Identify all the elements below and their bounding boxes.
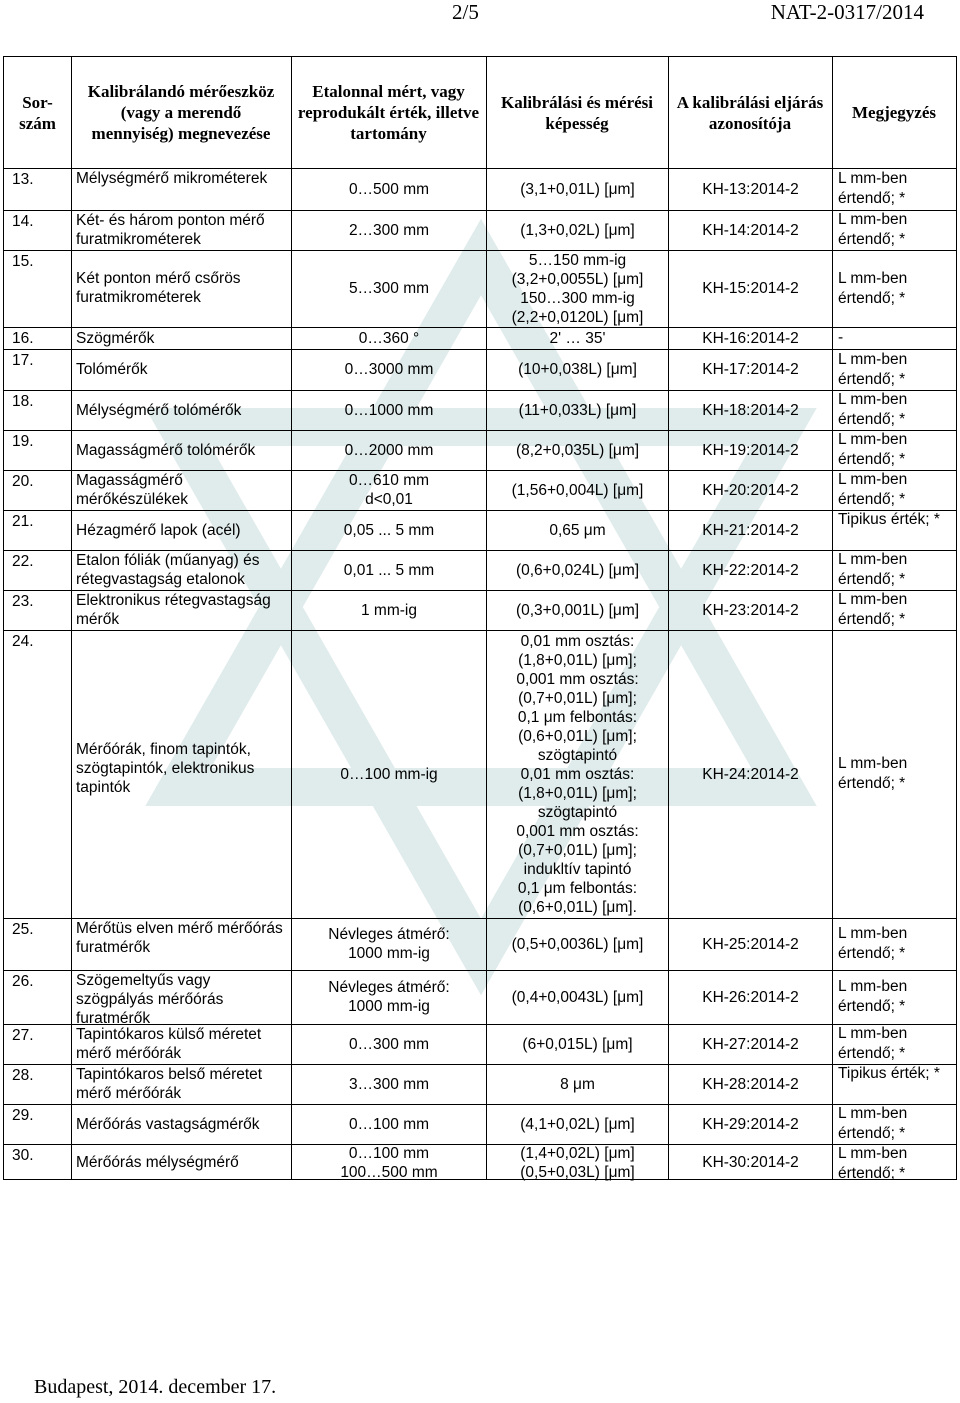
instrument-name: Elektronikus rétegvastagság mérők [76,592,271,628]
measured-range: 2…300 mm [348,221,430,239]
row-number: 19. [12,433,34,450]
calibration-capability: (0,3+0,001L) [μm] [515,601,640,619]
measured-range: 0…2000 mm [344,441,434,459]
calibration-capability: (1,3+0,02L) [μm] [520,221,635,239]
row-number: 22. [12,553,34,570]
col-header-remarks: Megjegyzés [851,103,936,122]
remark: L mm-ben értendő; * [838,431,908,468]
remark: L mm-ben értendő; * [838,978,908,1015]
calibration-capability: 5…150 mm-ig (3,2+0,0055L) [μm] 150…300 mm-ig (2,2+0,0120L) [μm] [511,251,644,326]
measured-range: 0…100 mm-ig [340,765,438,783]
row-number: 25. [12,921,34,938]
calibration-capability: 2' … 35' [549,329,606,347]
accreditation-table [3,56,957,1180]
row-number: 21. [12,513,34,530]
col-header-capability: Kalibrálási és mérési képesség [500,92,654,133]
calibration-capability: (0,6+0,024L) [μm] [515,561,640,579]
measured-range: 0,05 ... 5 mm [343,521,435,539]
procedure-id: KH-29:2014-2 [702,1115,799,1133]
measured-range: 0…3000 mm [344,361,434,378]
row-number: 14. [12,213,34,230]
row-number: 29. [12,1107,34,1124]
calibration-capability: 8 μm [560,1075,595,1093]
calibration-capability: (4,1+0,02L) [μm] [520,1115,635,1133]
instrument-name: Két- és három ponton mérő furatmikrométerek [76,212,265,248]
procedure-id: KH-15:2014-2 [702,280,799,297]
remark: L mm-ben értendő; * [838,170,908,207]
calibration-capability: (1,56+0,004L) [μm] [511,481,644,499]
measured-range: 0…100 mm 100…500 mm [340,1144,438,1181]
calibration-capability: 0,01 mm osztás: (1,8+0,01L) [μm]; 0,001 mm osztás: (0,7+0,01L) [μm]; 0,1 μm felbontás: (0,6+0,01L) [μm]; szögtapintó 0,01 mm osztás: (1,8+0,01L) [μm]; szögtapintó 0,001 mm osztás: (0,7+0,01L) [μm]; indukltív tapintó 0,1 μm felbontás: (0,6+0,01L) [μm]. [516,632,639,916]
remark: L mm-ben értendő; * [838,755,908,792]
measured-range: 0…610 mm d<0,01 [348,472,430,508]
row-number: 18. [12,393,34,410]
procedure-id: KH-18:2014-2 [702,401,799,419]
procedure-id: KH-20:2014-2 [702,481,799,499]
calibration-capability: (11+0,033L) [μm] [518,401,637,419]
measured-range: 0…300 mm [348,1035,430,1053]
measured-range: 0…1000 mm [344,401,434,419]
instrument-name: Tapintókaros külső méretet mérő mérőórák [76,1026,262,1062]
procedure-id: KH-25:2014-2 [702,935,799,953]
remark: L mm-ben értendő; * [838,1105,908,1142]
instrument-name: Magasságmérő tolómérők [76,441,256,459]
remark: L mm-ben értendő; * [838,925,908,962]
instrument-name: Szögemeltyűs vagy szögpályás mérőórás furatmérők [76,972,224,1027]
measured-range: Névleges átmérő: 1000 mm-ig [328,926,450,962]
procedure-id: KH-23:2014-2 [702,601,799,619]
calibration-capability: (3,1+0,01L) [μm] [520,180,635,198]
procedure-id: KH-22:2014-2 [702,561,799,579]
measured-range: 0…360 ° [358,329,420,347]
instrument-name: Két ponton mérő csőrös furatmikrométerek [76,270,241,306]
col-header-procedure-id: A kalibrálási eljárás azonosítója [676,92,824,133]
row-number: 17. [12,352,34,369]
remark: L mm-ben értendő; * [838,350,908,388]
instrument-name: Mérőtüs elven mérő mérőórás furatmérők [76,920,283,956]
instrument-name: Tapintókaros belső méretet mérő mérőórák [76,1066,263,1102]
instrument-name: Magasságmérő mérőkészülékek [76,472,188,508]
measured-range: 3…300 mm [348,1075,430,1093]
remark: L mm-ben értendő; * [838,1025,908,1062]
remark: L mm-ben értendő; * [838,551,908,588]
remark: L mm-ben értendő; * [838,391,908,428]
instrument-name: Mélységmérő mikrométerek [76,170,268,187]
procedure-id: KH-27:2014-2 [702,1035,799,1053]
col-header-instrument: Kalibrálandó mérőeszköz (vagy a merendő mennyiség) megnevezése [87,82,275,143]
procedure-id: KH-21:2014-2 [702,521,799,539]
procedure-id: KH-28:2014-2 [702,1075,799,1093]
row-number: 28. [12,1067,34,1084]
col-header-range: Etalonnal mért, vagy reprodukált érték, illetve tartomány [297,82,480,143]
remark: L mm-ben értendő; * [838,591,908,628]
measured-range: 0…100 mm [348,1115,430,1133]
calibration-capability: (0,4+0,0043L) [μm] [511,988,644,1006]
row-number: 27. [12,1027,34,1044]
procedure-id: KH-30:2014-2 [702,1154,799,1171]
col-header-number: Sor- szám [19,92,56,133]
measured-range: 5…300 mm [348,280,430,297]
procedure-id: KH-26:2014-2 [702,988,799,1006]
calibration-capability: (10+0,038L) [μm] [518,361,637,378]
remark: Tipikus érték; * [838,1065,940,1082]
page-header [0,0,960,30]
instrument-name: Etalon fóliák (műanyag) és rétegvastagság etalonok [76,552,260,588]
row-number: 24. [12,633,34,650]
instrument-name: Tolómérők [76,361,148,378]
calibration-capability: 0,65 μm [549,521,606,539]
measured-range: 0…500 mm [348,180,430,198]
row-number: 26. [12,973,34,990]
document-id: NAT-2-0317/2014 [770,0,924,24]
row-number: 15. [12,253,34,270]
remark: - [838,329,844,346]
instrument-name: Mérőórák, finom tapintók, szögtapintók, elektronikus tapintók [76,741,255,796]
row-number: 13. [12,171,34,188]
calibration-capability: (0,5+0,0036L) [μm] [511,935,644,953]
remark: L mm-ben értendő; * [838,471,908,508]
instrument-name: Mélységmérő tolómérők [76,401,242,419]
measured-range: 0,01 ... 5 mm [343,561,435,579]
remark: L mm-ben értendő; * [838,211,908,248]
procedure-id: KH-16:2014-2 [702,329,799,347]
measured-range: 1 mm-ig [361,601,417,619]
instrument-name: Hézagmérő lapok (acél) [76,521,241,539]
calibration-capability: (8,2+0,035L) [μm] [515,441,640,459]
instrument-name: Mérőórás vastagságmérők [76,1115,260,1133]
row-number: 23. [12,593,34,610]
calibration-capability: (1,4+0,02L) [μm] (0,5+0,03L) [μm] [520,1144,635,1181]
remark: L mm-ben értendő; * [838,1145,908,1182]
footer-place-date: Budapest, 2014. december 17. [34,1376,277,1398]
instrument-name: Mérőórás mélységmérő [76,1154,239,1171]
procedure-id: KH-24:2014-2 [702,765,799,783]
calibration-capability: (6+0,015L) [μm] [522,1035,633,1053]
instrument-name: Szögmérők [76,329,155,347]
row-number: 30. [12,1147,34,1164]
procedure-id: KH-19:2014-2 [702,441,799,459]
row-number: 16. [12,330,34,347]
page-number: 2/5 [452,0,479,24]
measured-range: Névleges átmérő: 1000 mm-ig [328,979,450,1015]
procedure-id: KH-17:2014-2 [702,361,799,378]
remark: Tipikus érték; * [838,511,940,528]
procedure-id: KH-14:2014-2 [702,221,799,239]
row-number: 20. [12,473,34,490]
remark: L mm-ben értendő; * [838,269,908,307]
procedure-id: KH-13:2014-2 [702,180,799,198]
